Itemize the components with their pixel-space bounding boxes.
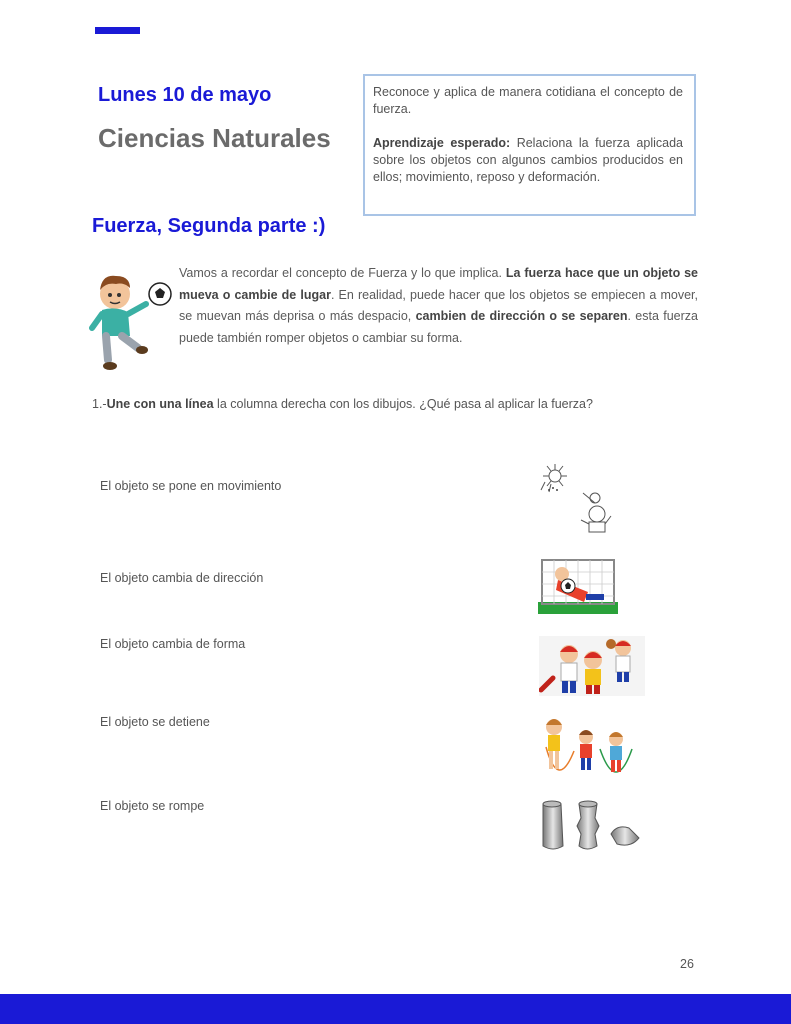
option-5: El objeto se rompe — [100, 799, 205, 813]
learning-text: Relaciona la fuerza aplicada sobre los objetos con algunos cambios producidos en ellos; movimiento, reposo y deformación. — [373, 136, 683, 184]
intro-text-3: . esta fuerza puede también romper objetos o cambiar su forma. — [179, 309, 698, 345]
crushed-cans-icon — [539, 798, 641, 852]
learning-paragraph — [373, 135, 683, 186]
subject-title: Ciencias Naturales — [98, 123, 331, 153]
goalkeeper-icon — [538, 558, 618, 614]
boy-soccer-icon — [88, 268, 176, 376]
bottom-bar — [0, 994, 791, 1024]
activity-instruction — [92, 397, 593, 411]
intro-text-2: . En realidad, puede hacer que los objetos se empiecen a mover, se muevan más deprisa o más despacio, — [179, 287, 699, 323]
option-4: El objeto se detiene — [100, 715, 210, 729]
activity-bold: Une con una línea — [106, 397, 214, 411]
option-1: El objeto se pone en movimiento — [100, 479, 282, 493]
baseball-kids-icon — [539, 636, 645, 696]
jump-rope-kids-icon — [538, 713, 636, 779]
learning-info-box — [363, 74, 696, 216]
option-3: El objeto cambia de forma — [100, 637, 246, 651]
intro-bold-1: La fuerza hace que un objeto se mueva o cambie de lugar — [179, 266, 699, 302]
activity-number: 1.- — [92, 397, 107, 411]
badminton-sketch-icon — [537, 460, 617, 535]
intro-bold-2: cambien de dirección o se separen — [415, 309, 628, 323]
section-title: Fuerza, Segunda parte :) — [92, 215, 326, 237]
intro-paragraph — [179, 263, 698, 349]
option-2: El objeto cambia de dirección — [100, 571, 264, 585]
page-number: 26 — [680, 957, 694, 971]
top-accent-bar — [95, 27, 140, 34]
activity-rest: la columna derecha con los dibujos. ¿Qué pasa al aplicar la fuerza? — [213, 397, 593, 411]
intro-text-1: Vamos a recordar el concepto de Fuerza y lo que implica. — [179, 266, 506, 280]
learning-label: Aprendizaje esperado: — [373, 136, 511, 150]
purpose-text: Reconoce y aplica de manera cotidiana el concepto de fuerza. — [373, 85, 683, 116]
date-title: Lunes 10 de mayo — [98, 84, 272, 106]
